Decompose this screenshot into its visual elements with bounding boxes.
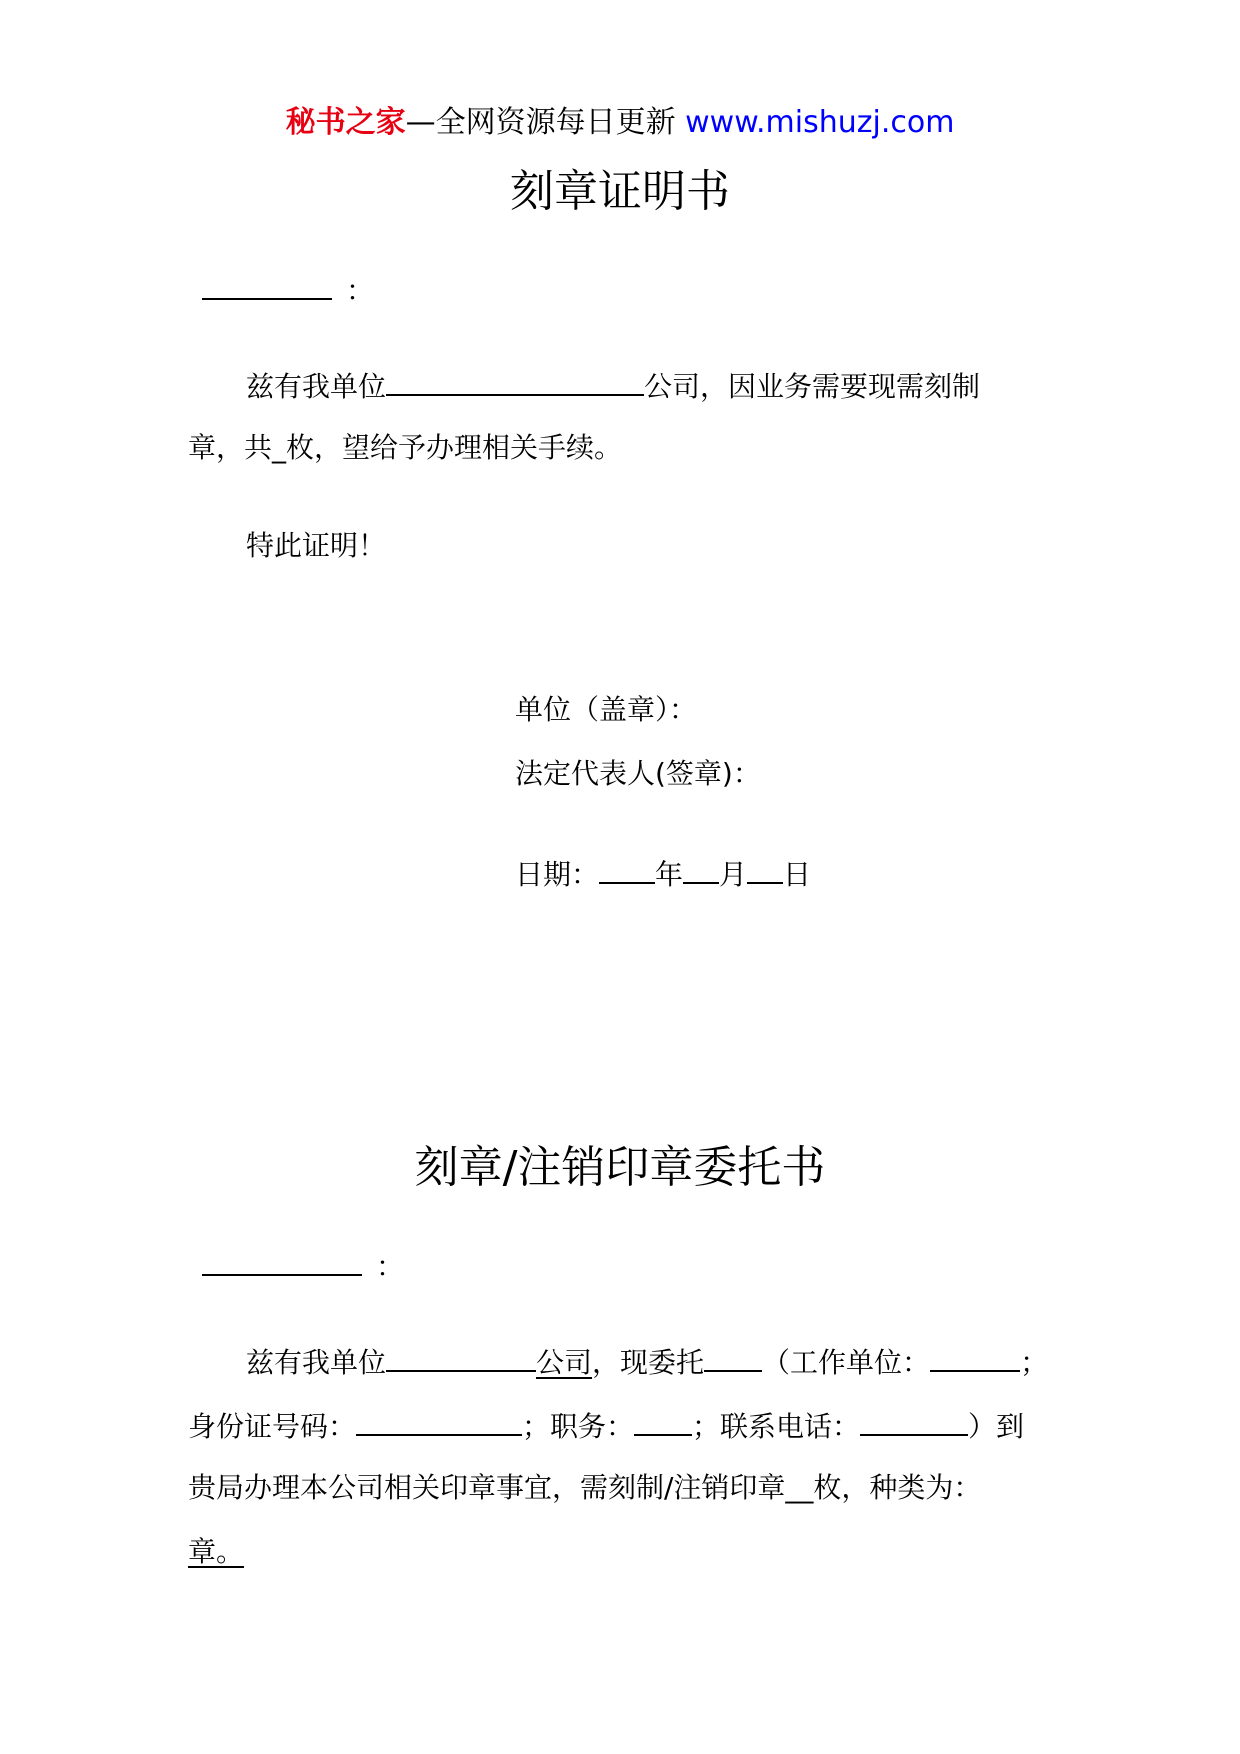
delegate-blank (704, 1340, 762, 1372)
doc2-paragraph-line1 (246, 1340, 1048, 1383)
doc1-paragraph-line2: 章，共_枚，望给予办理相关手续。 (188, 431, 623, 464)
recipient-colon: ： (346, 274, 375, 307)
doc1-closing: 特此证明！ (246, 529, 387, 562)
l2-text-d: ）到 (968, 1410, 1025, 1443)
l1-text-d: ； (1020, 1346, 1049, 1379)
doc2-paragraph-line2 (188, 1404, 1024, 1447)
id-number-blank (356, 1404, 522, 1436)
l1-text-b: ，现委托 (592, 1346, 705, 1379)
phone-blank (860, 1404, 968, 1436)
date-label: 日期： (515, 858, 600, 891)
doc1-title: 刻章证明书 (510, 166, 730, 217)
doc1-date-line (515, 852, 811, 895)
l2-text-c: ；联系电话： (692, 1410, 861, 1443)
day-blank (747, 852, 783, 884)
p1-text-b: 公司，因业务需要现需刻制 (644, 370, 981, 403)
site-banner (0, 103, 1240, 143)
doc2-title: 刻章/注销印章委托书 (414, 1142, 826, 1193)
doc1-paragraph-line1 (246, 364, 980, 407)
l2-text-b: ；职务： (522, 1410, 635, 1443)
year-label: 年 (655, 858, 684, 891)
day-label: 日 (783, 858, 812, 891)
doc2-paragraph-line4: 章。 (188, 1535, 245, 1568)
l1-text-c: （工作单位： (762, 1346, 931, 1379)
l2-text-a: 身份证号码： (188, 1410, 357, 1443)
recipient-blank (202, 268, 332, 300)
month-blank (683, 852, 719, 884)
position-blank (634, 1404, 692, 1436)
site-url-link[interactable]: www.mishuzj.com (685, 105, 955, 140)
work-unit-blank (930, 1340, 1020, 1372)
doc1-recipient-line (202, 268, 374, 311)
company-blank (386, 1340, 536, 1372)
recipient-colon: ： (376, 1250, 405, 1283)
year-blank (599, 852, 655, 884)
recipient-blank (202, 1244, 362, 1276)
doc1-legal-rep-label: 法定代表人(签章)： (515, 757, 761, 790)
l1-text-a: 兹有我单位 (246, 1346, 387, 1379)
banner-slogan: —全网资源每日更新 (405, 105, 686, 140)
l1-company-text: 公司 (536, 1346, 593, 1379)
doc2-paragraph-line3: 贵局办理本公司相关印章事宜，需刻制/注销印章__枚，种类为： (188, 1471, 982, 1504)
month-label: 月 (719, 858, 748, 891)
brand-name: 秘书之家 (285, 105, 406, 140)
p1-text-a: 兹有我单位 (246, 370, 387, 403)
doc1-unit-seal-label: 单位（盖章）： (515, 693, 698, 726)
doc2-recipient-line (202, 1244, 404, 1287)
company-blank (386, 364, 644, 396)
